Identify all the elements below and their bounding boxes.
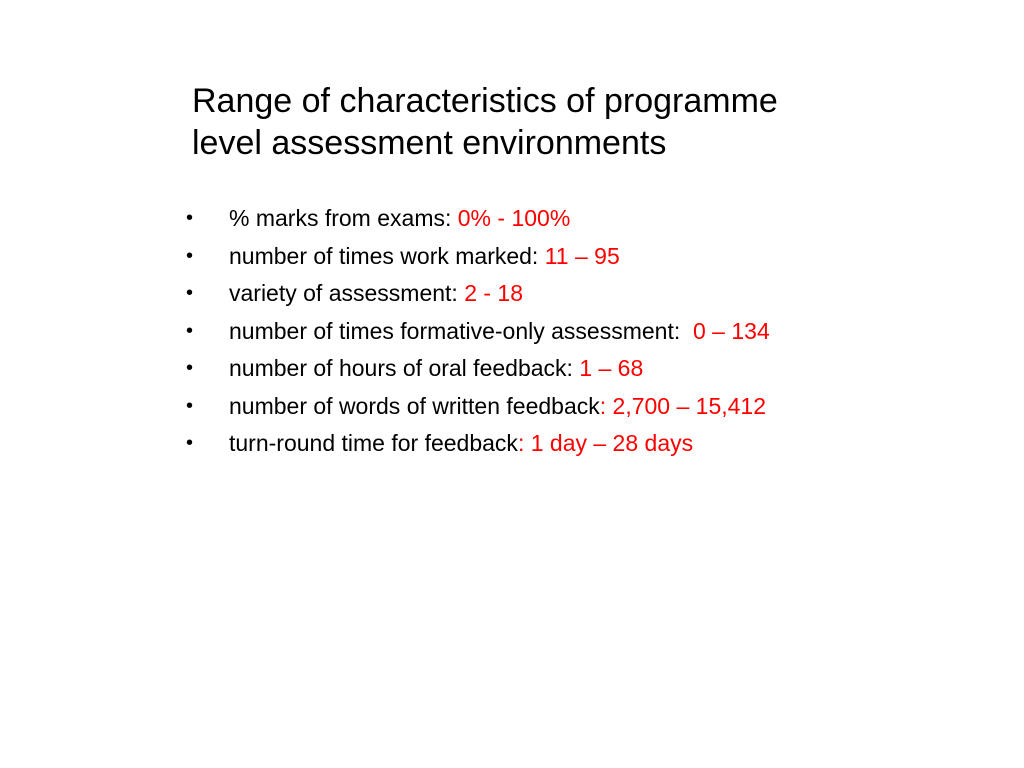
bullet-item-oral-feedback bbox=[186, 350, 1006, 388]
bullet-item-turnround-time bbox=[186, 425, 1006, 463]
item-label: number of times formative-only assessment: bbox=[229, 317, 693, 344]
item-label: number of hours of oral feedback: bbox=[229, 355, 580, 381]
bullet-item-assessment-variety bbox=[186, 275, 1006, 313]
slide-title bbox=[192, 80, 992, 164]
bullet-icon: • bbox=[186, 282, 194, 304]
bullet-icon: • bbox=[186, 432, 194, 454]
item-range-value: 1 – 68 bbox=[579, 355, 644, 381]
item-label: number of times work marked: bbox=[229, 242, 545, 269]
bullet-icon: • bbox=[186, 319, 194, 342]
item-label: turn-round time for feedback bbox=[229, 430, 518, 456]
item-range-value: 2 - 18 bbox=[464, 280, 524, 306]
bullet-icon: • bbox=[186, 207, 194, 229]
bullet-item-formative-only bbox=[186, 313, 1006, 351]
bullet-item-times-marked bbox=[186, 238, 1006, 276]
item-label: variety of assessment: bbox=[229, 280, 465, 306]
item-range-value: 11 – 95 bbox=[544, 242, 620, 269]
bullet-item-exam-marks bbox=[186, 200, 1006, 238]
bullet-icon: • bbox=[186, 394, 194, 417]
item-range-value: 0% - 100% bbox=[457, 205, 571, 231]
item-range-value: 0 – 134 bbox=[693, 317, 770, 344]
bullet-item-written-feedback bbox=[186, 388, 1006, 426]
bullet-icon: • bbox=[186, 357, 194, 379]
bullet-list bbox=[186, 200, 1006, 463]
title-line-1: Range of characteristics of programme bbox=[192, 82, 778, 120]
item-range-value: : 1 day – 28 days bbox=[517, 430, 694, 456]
item-range-value: : 2,700 – 15,412 bbox=[599, 392, 767, 419]
title-line-2: level assessment environments bbox=[192, 124, 667, 162]
item-label: number of words of written feedback bbox=[229, 392, 600, 419]
bullet-icon: • bbox=[186, 244, 194, 267]
item-label: % marks from exams: bbox=[229, 205, 458, 231]
